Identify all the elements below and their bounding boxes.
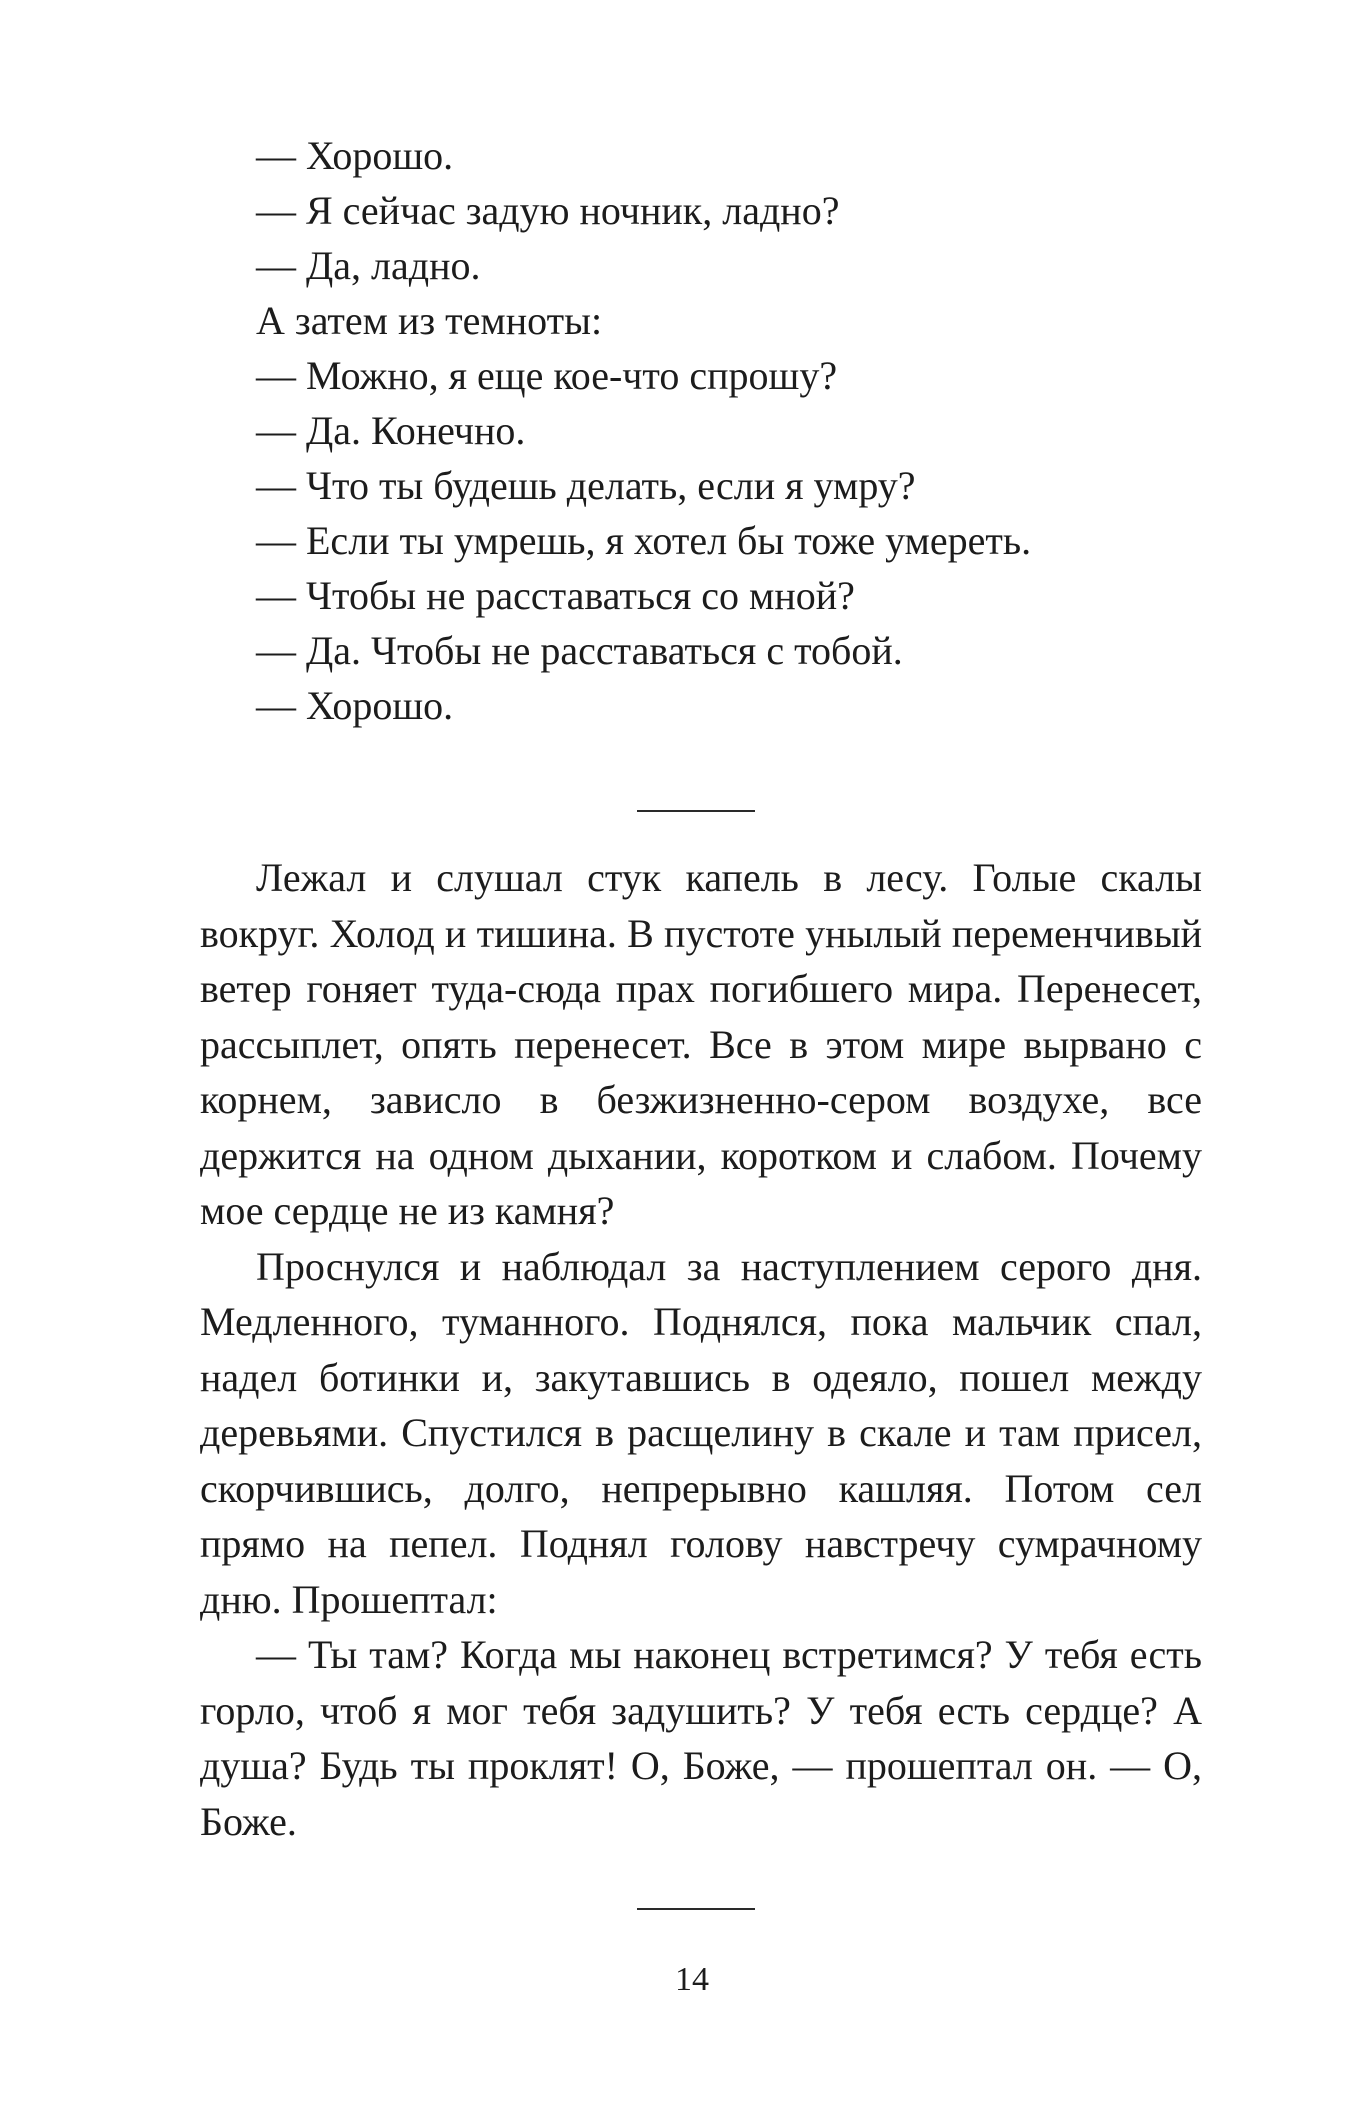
page-number: 14 [675,1961,709,1998]
dialogue-line: — Можно, я еще кое-что спрошу? [256,353,838,398]
dialogue-line: — Чтобы не расставаться со мной? [256,573,855,618]
dialogue-line: — Да, ладно. [256,243,481,288]
prose-block [200,850,1202,1849]
dialogue-line: — Да. Чтобы не расставаться с тобой. [256,628,903,673]
dialogue-line: — Хорошо. [256,683,454,728]
dialogue-line: — Если ты умрешь, я хотел бы тоже умереть. [256,518,1032,563]
paragraph: Лежал и слушал стук капель в лесу. Голые скалы вокруг. Холод и тишина. В пустоте унылый переменчивый ветер гоняет туда-сюда прах погибшего мира. Перенесет, рассыплет, опять перенесет. Все в этом мире вырвано с корнем, зависло в безжизненно-сером воздухе, все держится на одном дыхании, коротком и слабом. Почему мое сердце не из камня? [200,855,1202,1233]
dialogue-line: — Да. Конечно. [256,408,526,453]
dialogue-line: — Хорошо. [256,133,454,178]
dialogue-line: А затем из темноты: [256,298,603,343]
section-divider [637,810,755,812]
paragraph: Проснулся и наблюдал за наступлением серого дня. Медленного, туманного. Поднялся, пока мальчик спал, надел ботинки и, закутавшись в одеяло, пошел между деревьями. Спустился в расщелину в скале и там присел, скорчившись, долго, непрерывно кашляя. Потом сел прямо на пепел. Поднял голову навстречу сумрачному дню. Прошептал: [200,1243,1202,1622]
dialogue-line: — Я сейчас задую ночник, ладно? [256,188,840,233]
section-divider [637,1908,755,1910]
paragraph: — Ты там? Когда мы наконец встретимся? У тебя есть горло, чтоб я мог тебя задушить? У тебя есть сердце? А душа? Будь ты проклят! О, Боже, — прошептал он. — О, Боже. [200,1632,1202,1844]
dialogue-line: — Что ты будешь делать, если я умру? [256,463,916,508]
dialogue-block [256,128,1156,733]
